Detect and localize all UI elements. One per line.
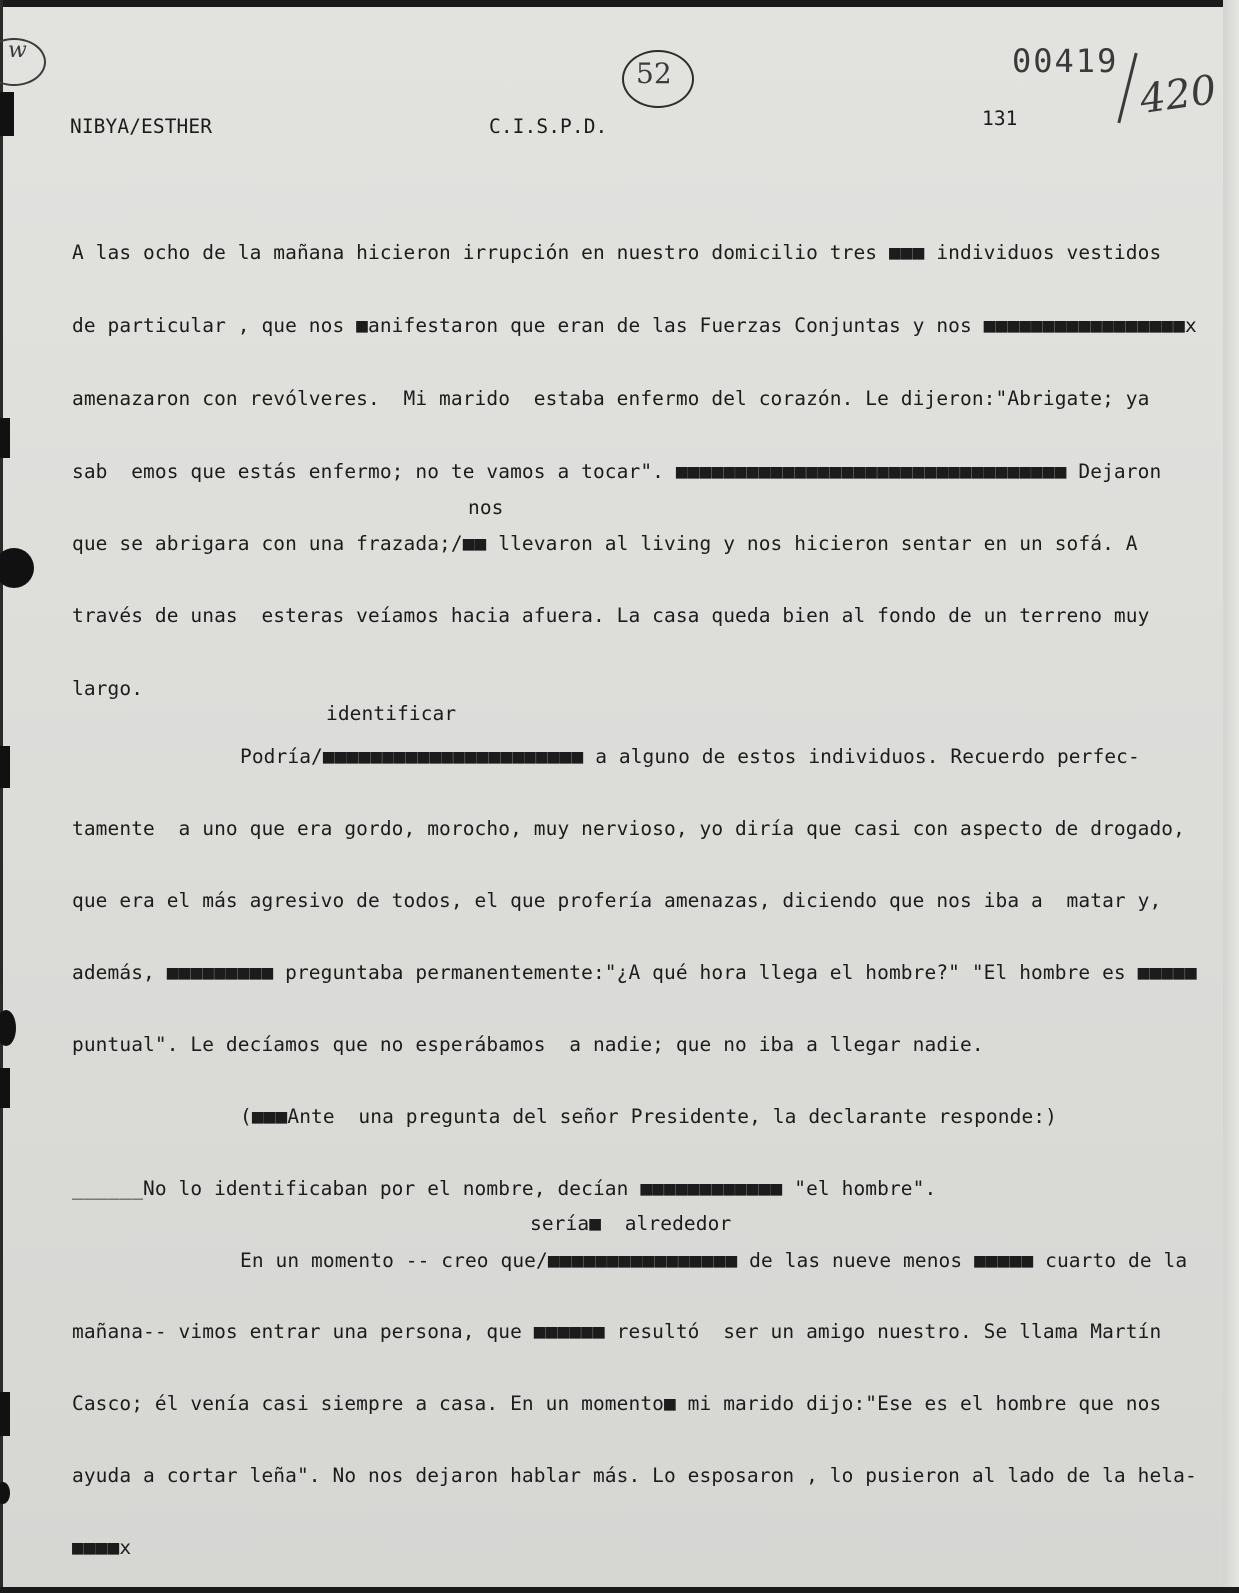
text-line: puntual". Le decíamos que no esperábamos a nadie; que no iba a llegar nadie. — [72, 1033, 984, 1056]
text-line: A las ocho de la mañana hicieron irrupción en nuestro domicilio tres ■■■ individuos vestidos — [72, 241, 1162, 264]
header-center: C.I.S.P.D. — [489, 115, 608, 138]
binder-mark — [0, 1392, 10, 1436]
stamp-number: 00419 — [1012, 42, 1119, 80]
text-line: que era el más agresivo de todos, el que profería amenazas, diciendo que nos iba a matar y, — [72, 889, 1162, 912]
text-line: En un momento -- creo que/■■■■■■■■■■■■■■■■ de las nueve menos ■■■■■ cuarto de la — [240, 1249, 1188, 1272]
binder-hole — [0, 548, 34, 588]
text-line: Podría/■■■■■■■■■■■■■■■■■■■■■■ a alguno de estos individuos. Recuerdo perfec- — [240, 745, 1140, 768]
circled-number: 52 — [636, 57, 672, 90]
header-page-number: 131 — [982, 107, 1018, 130]
text-line: que se abrigara con una frazada;/■■ llevaron al living y nos hicieron sentar en un sofá. A — [72, 532, 1138, 555]
text-line: ■■■■x — [72, 1536, 132, 1559]
text-line: sab emos que estás enfermo; no te vamos a tocar". ■■■■■■■■■■■■■■■■■■■■■■■■■■■■■■■■■ Dejaron — [72, 460, 1162, 483]
header-left: NIBYA/ESTHER — [70, 115, 213, 138]
binder-mark — [0, 418, 10, 458]
text-line: (■■■Ante una pregunta del señor Presidente, la declarante responde:) — [240, 1105, 1057, 1128]
binder-hole — [0, 1010, 16, 1046]
text-line: través de unas esteras veíamos hacia afuera. La casa queda bien al fondo de un terreno muy — [72, 604, 1150, 627]
interlinear-insert: nos — [468, 496, 504, 519]
text-line: además, ■■■■■■■■■ preguntaba permanentemente:"¿A qué hora llega el hombre?" "El hombre es ■■■■■ — [72, 961, 1197, 984]
binder-hole — [0, 1482, 10, 1504]
corner-handwriting: w — [8, 38, 27, 63]
text-line: Casco; él venía casi siempre a casa. En un momento■ mi marido dijo:"Ese es el hombre que nos — [72, 1392, 1162, 1415]
text-line: mañana-- vimos entrar una persona, que ■■■■■■ resultó ser un amigo nuestro. Se llama Martín — [72, 1320, 1162, 1343]
scan-top-edge — [0, 0, 1239, 7]
text-line: amenazaron con revólveres. Mi marido estaba enfermo del corazón. Le dijeron:"Abrigate; ya — [72, 387, 1150, 410]
scan-left-edge — [0, 0, 3, 1593]
binder-mark — [0, 92, 14, 136]
text-line: ______No lo identificaban por el nombre, decían ■■■■■■■■■■■■ "el hombre". — [72, 1177, 937, 1200]
scan-right-edge — [1223, 0, 1239, 1593]
text-line: ayuda a cortar leña". No nos dejaron hablar más. Lo esposaron , lo pusieron al lado de la hela- — [72, 1464, 1197, 1487]
folio-slash — [1117, 53, 1137, 124]
interlinear-insert: identificar — [326, 702, 457, 725]
text-line: largo. — [72, 677, 144, 700]
scan-bottom-edge — [0, 1587, 1239, 1593]
handwritten-folio: 420 — [1137, 66, 1220, 124]
text-line: de particular , que nos ■anifestaron que eran de las Fuerzas Conjuntas y nos ■■■■■■■■■■■■■■■■■x — [72, 314, 1197, 337]
text-line: tamente a uno que era gordo, morocho, muy nervioso, yo diría que casi con aspecto de drogado, — [72, 817, 1185, 840]
interlinear-insert: sería■ alrededor — [530, 1212, 732, 1235]
binder-mark — [0, 1068, 10, 1108]
binder-mark — [0, 746, 10, 788]
